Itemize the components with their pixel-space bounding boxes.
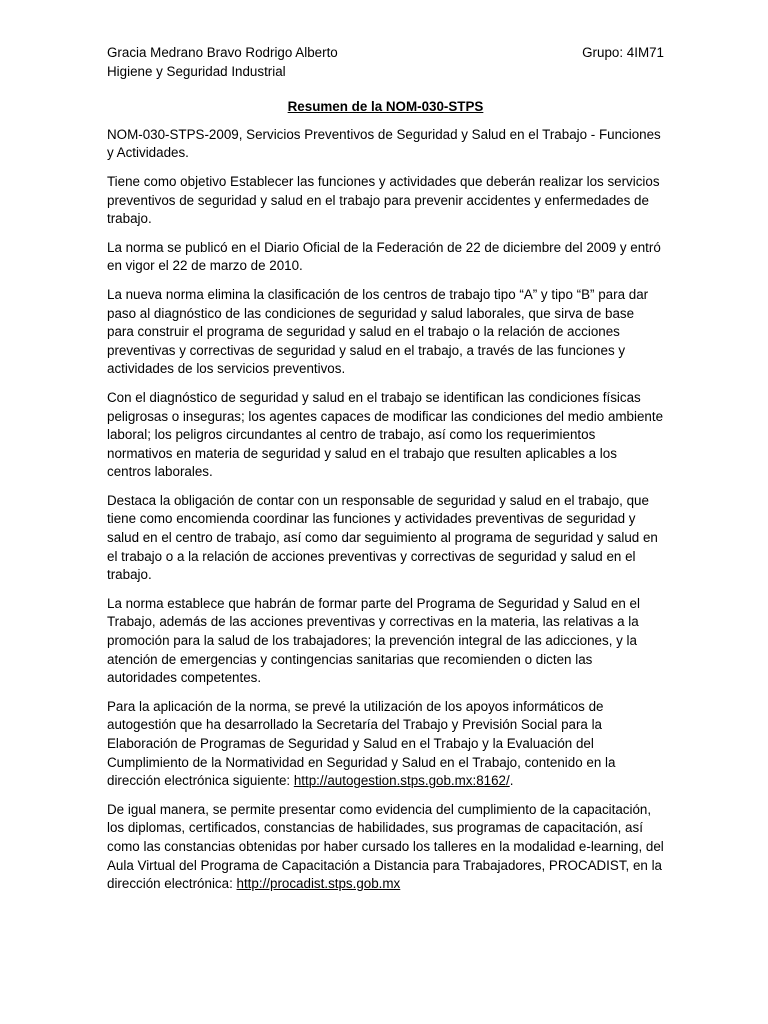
author-name: Gracia Medrano Bravo Rodrigo Alberto <box>107 45 338 60</box>
document-title: Resumen de la NOM-030-STPS <box>287 99 484 115</box>
paragraph-autogestion <box>107 698 664 791</box>
procadist-link[interactable]: http://procadist.stps.gob.mx <box>236 876 401 892</box>
paragraph-diagnosis: Con el diagnóstico de seguridad y salud en el trabajo se identifican las condiciones físicas peligrosas o inseguras; los agentes capaces de modificar las condiciones del medio ambiente laboral; los peligros circundantes al centro de trabajo, así como los requerimientos normativos en materia de seguridad y salud en el trabajo que resulten aplicables a los centros laborales. <box>107 389 664 480</box>
header-row <box>107 44 664 63</box>
paragraph-program: La norma establece que habrán de formar parte del Programa de Seguridad y Salud en el Trabajo, además de las acciones preventivas y correctivas en la materia, las relativas a la promoción para la salud de los trabajadores; la prevención integral de las adicciones, y la atención de emergencias y contingencias sanitarias que recomienden o dicten las autoridades competentes. <box>107 595 640 686</box>
autogestion-after: . <box>509 773 514 789</box>
paragraph-classification: La nueva norma elimina la clasificación de los centros de trabajo tipo “A” y tipo “B” para dar paso al diagnóstico de las condiciones de seguridad y salud laborales, que sirva de base para construir el programa de seguridad y salud en el trabajo o la relación de acciones preventivas y correctivas de seguridad y salud en el trabajo, a través de las funciones y actividades de los servicios preventivos. <box>107 286 649 377</box>
paragraph-responsible: Destaca la obligación de contar con un responsable de seguridad y salud en el trabajo, que tiene como encomienda coordinar las funciones y actividades preventivas de seguridad y salud en el centro de trabajo, así como dar seguimiento al programa de seguridad y salud en el trabajo o a la relación de acciones preventivas y correctivas de seguridad y salud en el trabajo. <box>107 492 658 583</box>
paragraph-procadist <box>107 801 664 894</box>
paragraph-nom-name: NOM-030-STPS-2009, Servicios Preventivos de Seguridad y Salud en el Trabajo - Funciones y Actividades. <box>107 126 661 161</box>
autogestion-text: Para la aplicación de la norma, se prevé la utilización de los apoyos informáticos de autogestión que ha desarrollado la Secretaría del Trabajo y Previsión Social para la Elaboración de Programas de Seguridad y Salud en el Trabajo y la Evaluación del Cumplimiento de la Normatividad en Seguridad y Salud en el Trabajo, contenido en la dirección electrónica siguiente: <box>107 698 616 789</box>
course-name: Higiene y Seguridad Industrial <box>107 63 286 79</box>
autogestion-link[interactable]: http://autogestion.stps.gob.mx:8162/ <box>293 773 510 789</box>
paragraph-objective: Tiene como objetivo Establecer las funciones y actividades que deberán realizar los servicios preventivos de seguridad y salud en el trabajo para prevenir accidentes y enfermedades de trabajo. <box>107 173 660 227</box>
paragraph-publication: La norma se publicó en el Diario Oficial de la Federación de 22 de diciembre del 2009 y entró en vigor el 22 de marzo de 2010. <box>107 239 661 274</box>
group-label: Grupo: 4IM71 <box>582 45 664 60</box>
procadist-text: De igual manera, se permite presentar como evidencia del cumplimiento de la capacitación, los diplomas, certificados, constancias de habilidades, sus programas de capacitación, así como las constancias obtenidas por haber cursado los talleres en la modalidad e-learning, del Aula Virtual del Programa de Capacitación a Distancia para Trabajadores, PROCADIST, en la dirección electrónica: <box>107 801 664 892</box>
